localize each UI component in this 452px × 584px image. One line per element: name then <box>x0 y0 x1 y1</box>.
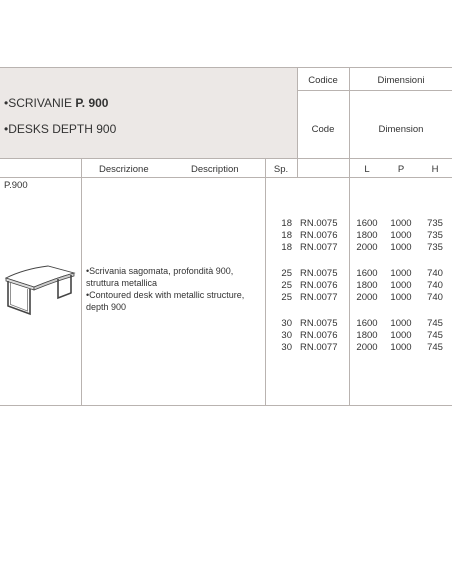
table-cell-l: 1800 <box>356 280 378 291</box>
table-cell-l: 1800 <box>356 330 378 341</box>
column-header-border <box>0 177 452 178</box>
table-cell-l: 2000 <box>356 342 378 353</box>
table-cell-sp: 18 <box>281 230 292 241</box>
desk-illustration <box>4 262 76 318</box>
table-cell-h: 740 <box>427 280 443 291</box>
table-cell-code: RN.0076 <box>300 230 338 241</box>
table-cell-l: 1800 <box>356 230 378 241</box>
table-cell-sp: 18 <box>281 242 292 253</box>
table-cell-sp: 30 <box>281 330 292 341</box>
table-cell-l: 1600 <box>356 268 378 279</box>
table-cell-code: RN.0075 <box>300 268 338 279</box>
table-cell-sp: 25 <box>281 268 292 279</box>
dimension-header: Dimension <box>378 124 424 135</box>
table-cell-l: 2000 <box>356 292 378 303</box>
table-cell-code: RN.0075 <box>300 318 338 329</box>
table-cell-l: 1600 <box>356 318 378 329</box>
table-cell-h: 745 <box>427 318 443 329</box>
table-cell-sp: 25 <box>281 292 292 303</box>
table-cell-l: 1600 <box>356 218 378 229</box>
description-left-border <box>81 158 82 405</box>
header-bottom-border <box>0 158 452 159</box>
table-cell-h: 735 <box>427 242 443 253</box>
table-cell-p: 1000 <box>390 342 412 353</box>
l-column <box>350 218 384 354</box>
table-cell-code: RN.0076 <box>300 280 338 291</box>
table-cell-p: 1000 <box>390 330 412 341</box>
table-cell-h: 735 <box>427 230 443 241</box>
title-english: •DESKS DEPTH 900 <box>4 122 117 136</box>
code-column <box>300 218 348 354</box>
code-header: Code <box>311 124 335 135</box>
codice-left-border <box>297 67 298 178</box>
table-cell-code: RN.0077 <box>300 342 338 353</box>
table-cell-code: RN.0076 <box>300 330 338 341</box>
table-cell-h: 740 <box>427 292 443 303</box>
table-cell-sp: 30 <box>281 342 292 353</box>
table-cell-h: 745 <box>427 330 443 341</box>
table-cell-l: 2000 <box>356 242 378 253</box>
l-header: L <box>364 164 370 175</box>
header-background <box>0 68 297 158</box>
descrizione-header: Descrizione <box>99 164 149 175</box>
table-cell-p: 1000 <box>390 242 412 253</box>
description-english: •Contoured desk with metallic structure, depth 900 <box>86 290 245 312</box>
table-cell-p: 1000 <box>390 280 412 291</box>
bottom-border <box>0 405 452 406</box>
section-label: P.900 <box>4 180 28 191</box>
table-cell-p: 1000 <box>390 292 412 303</box>
table-cell-h: 745 <box>427 342 443 353</box>
sp-column <box>266 218 292 354</box>
table-cell-sp: 30 <box>281 318 292 329</box>
table-cell-p: 1000 <box>390 268 412 279</box>
h-column <box>418 218 452 354</box>
table-cell-h: 740 <box>427 268 443 279</box>
codice-header: Codice <box>308 75 338 86</box>
table-cell-code: RN.0075 <box>300 218 338 229</box>
table-cell-sp: 25 <box>281 280 292 291</box>
description-header: Description <box>191 164 239 175</box>
dimensioni-header: Dimensioni <box>377 75 425 86</box>
table-cell-p: 1000 <box>390 318 412 329</box>
p-column <box>384 218 418 354</box>
table-cell-sp: 18 <box>281 218 292 229</box>
sp-header: Sp. <box>273 164 289 175</box>
h-header: H <box>431 164 439 175</box>
table-cell-code: RN.0077 <box>300 242 338 253</box>
header-divider <box>298 90 452 91</box>
title-italian: •SCRIVANIE P. 900 <box>4 96 109 110</box>
p-header: P <box>397 164 405 175</box>
top-border <box>0 67 452 68</box>
table-cell-code: RN.0077 <box>300 292 338 303</box>
table-cell-h: 735 <box>427 218 443 229</box>
table-cell-p: 1000 <box>390 218 412 229</box>
table-cell-p: 1000 <box>390 230 412 241</box>
description-italian: •Scrivania sagomata, profondità 900, struttura metallica <box>86 266 234 288</box>
